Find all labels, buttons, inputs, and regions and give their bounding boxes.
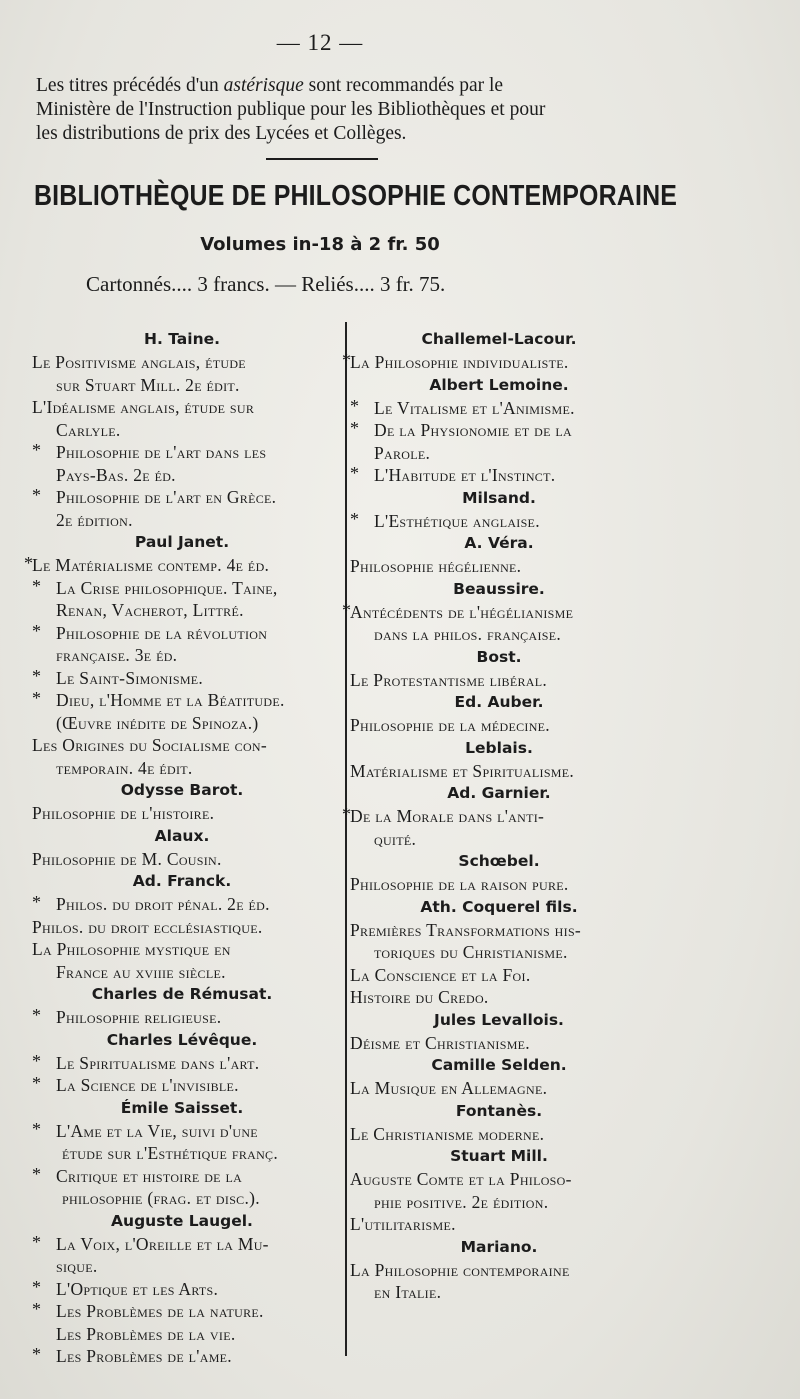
asterisk-mark: * <box>32 620 42 641</box>
intro-line <box>36 74 632 98</box>
book-title-text: La Conscience et la Foi. <box>350 964 531 985</box>
asterisk-mark: * <box>32 1118 42 1139</box>
book-title-text: Le Saint-Simonisme. <box>56 667 204 688</box>
intro-text: sont recommandés par le <box>303 75 504 96</box>
book-title-line <box>350 397 648 420</box>
book-title-text: Les Problèmes de la nature. <box>56 1301 264 1321</box>
author-heading: Milsand. <box>462 488 536 507</box>
author-heading: Auguste Laugel. <box>111 1211 253 1230</box>
book-title-text: Le Spiritualisme dans l'art. <box>56 1052 260 1073</box>
book-title-text: étude sur l'Esthétique franç. <box>62 1143 279 1163</box>
asterisk-mark: * <box>32 1050 42 1071</box>
book-title-text: Philos. du droit ecclésiastique. <box>32 916 263 937</box>
book-title-line <box>32 464 332 487</box>
book-title-text: Critique et histoire de la <box>56 1165 243 1186</box>
book-title-line <box>32 1255 332 1278</box>
book-title-line <box>32 486 332 509</box>
author-heading: Stuart Mill. <box>450 1147 548 1165</box>
book-title-line <box>342 804 648 828</box>
book-title-line <box>350 1168 648 1191</box>
book-title-text: Philosophie de la médecine. <box>350 715 550 735</box>
book-title-line <box>32 1323 332 1346</box>
asterisk-mark: * <box>342 599 352 620</box>
asterisk-mark: * <box>32 892 42 912</box>
book-title-line <box>350 1259 648 1282</box>
book-title-text: Philosophie de l'histoire. <box>32 803 215 823</box>
book-title-text: Philosophie de la révolution <box>56 622 268 643</box>
book-title-text: Déisme et Christianisme. <box>350 1032 530 1053</box>
book-title-line <box>350 1123 648 1146</box>
book-title-text: La Science de l'invisible. <box>56 1075 239 1095</box>
author-heading: Schœbel. <box>458 852 540 870</box>
book-title-text: Parole. <box>374 442 431 463</box>
book-title-text: La Philosophie individualiste. <box>350 352 569 372</box>
book-title-line <box>350 555 648 578</box>
book-title-text: La Philosophie contemporaine <box>350 1259 570 1280</box>
divider <box>266 158 378 160</box>
book-title-text: Premières Transformations his- <box>350 919 582 940</box>
book-title-line <box>32 1300 332 1323</box>
price-line: Cartonnés.... 3 francs. — Reliés.... 3 fr. 75. <box>86 272 446 296</box>
book-title-text: sur Stuart Mill. 2e édit. <box>56 374 240 395</box>
asterisk-mark: * <box>32 665 42 686</box>
author-heading: Ed. Auber. <box>454 693 544 711</box>
book-title-line <box>350 442 648 465</box>
book-title-text: Philosophie de l'art dans les <box>56 442 267 462</box>
book-title-line <box>350 510 648 533</box>
author-heading: Odysse Barot. <box>120 781 244 799</box>
asterisk-mark: * <box>32 1231 42 1252</box>
book-title-text: La Voix, l'Oreille et la Mu- <box>56 1233 269 1254</box>
book-title-line <box>32 1142 332 1165</box>
intro-text: Ministère de l'Instruction publique pour les Bibliothèques et pour <box>36 99 546 120</box>
book-title-line <box>32 802 332 825</box>
book-title-line <box>32 757 332 780</box>
book-title-text: Renan, Vacherot, Littré. <box>56 600 244 620</box>
book-title-text: France au xviiie siècle. <box>56 961 226 982</box>
intro-emphasis: astérisque <box>223 75 304 96</box>
book-title-line <box>32 1006 332 1029</box>
book-title-line <box>350 941 648 964</box>
book-title-text: L'Ame et la Vie, suivi d'une <box>56 1120 258 1141</box>
book-title-line <box>32 1074 332 1097</box>
book-title-line <box>32 916 332 939</box>
asterisk-mark: * <box>350 508 360 529</box>
author-heading: Émile Saisset. <box>120 1098 244 1117</box>
book-title-line <box>32 1345 332 1368</box>
book-title-text: L'utilitarisme. <box>350 1214 456 1234</box>
book-title-line <box>350 1281 648 1304</box>
book-title-text: L'Idéalisme anglais, étude sur <box>32 397 255 417</box>
book-title-line <box>350 760 648 783</box>
page-title: BIBLIOTHÈQUE DE PHILOSOPHIE CONTEMPORAINE <box>34 180 678 212</box>
book-title-text: dans la philos. française. <box>374 624 562 644</box>
book-title-line <box>32 893 332 916</box>
book-title-text: Les Problèmes de l'ame. <box>56 1346 232 1366</box>
asterisk-mark: * <box>32 688 42 708</box>
book-title-line <box>32 1187 332 1210</box>
book-title-line <box>350 669 648 692</box>
book-title-text: Les Origines du Socialisme con- <box>32 735 268 755</box>
book-title-text: La Musique en Allemagne. <box>350 1078 548 1098</box>
book-title-line <box>350 1077 648 1100</box>
author-heading: Jules Levallois. <box>434 1010 564 1029</box>
book-title-text: phie positive. 2e édition. <box>374 1191 549 1212</box>
book-title-line <box>350 873 648 896</box>
book-title-text: Matérialisme et Spiritualisme. <box>350 760 575 781</box>
book-title-line <box>32 848 332 871</box>
author-heading: Mariano. <box>460 1237 538 1256</box>
book-title-line <box>350 1191 648 1214</box>
book-title-line <box>32 689 332 712</box>
book-title-line <box>32 374 332 397</box>
intro-text: les distributions de prix des Lycées et Collèges. <box>36 123 407 144</box>
book-title-text: 2e édition. <box>56 509 133 530</box>
book-title-text: La Crise philosophique. Taine, <box>56 577 278 598</box>
author-heading: Ad. Franck. <box>132 872 232 890</box>
book-title-line <box>342 350 648 374</box>
book-title-line <box>32 938 332 961</box>
book-title-text: Le Protestantisme libéral. <box>350 669 548 690</box>
asterisk-mark: * <box>32 1344 42 1364</box>
book-title-line <box>32 577 332 600</box>
book-title-line <box>350 464 648 487</box>
asterisk-mark: * <box>342 350 352 370</box>
book-title-line <box>32 509 332 532</box>
book-title-line <box>24 553 332 577</box>
left-column <box>24 328 332 1368</box>
book-title-line <box>32 734 332 757</box>
book-title-line <box>32 441 332 464</box>
book-title-text: Philos. du droit pénal. 2e éd. <box>56 894 270 914</box>
asterisk-mark: * <box>350 463 360 483</box>
book-title-line <box>32 961 332 984</box>
intro-line <box>36 122 632 146</box>
column-divider <box>345 322 347 1356</box>
author-heading: Alaux. <box>154 826 210 845</box>
author-heading: Paul Janet. <box>134 533 230 551</box>
book-title-line <box>32 1165 332 1188</box>
author-heading: Beaussire. <box>453 579 545 598</box>
book-title-line <box>32 1278 332 1301</box>
author-heading: Charles de Rémusat. <box>91 985 273 1003</box>
book-title-text: Histoire du Credo. <box>350 987 489 1007</box>
book-title-line <box>32 667 332 690</box>
book-title-text: L'Optique et les Arts. <box>56 1278 219 1299</box>
author-heading: Fontanès. <box>455 1101 543 1120</box>
book-title-text: Philosophie hégélienne. <box>350 556 522 576</box>
book-title-text: De la Morale dans l'anti- <box>350 806 545 826</box>
book-title-text: française. 3e éd. <box>56 645 178 665</box>
author-heading: A. Véra. <box>464 534 534 552</box>
book-title-text: La Philosophie mystique en <box>32 939 231 959</box>
book-title-text: Philosophie religieuse. <box>56 1007 222 1027</box>
asterisk-mark: * <box>32 1073 42 1093</box>
book-title-text: Pays-Bas. 2e éd. <box>56 464 176 485</box>
asterisk-mark: * <box>32 575 42 596</box>
book-title-line <box>350 1032 648 1055</box>
book-title-text: Le Christianisme moderne. <box>350 1123 545 1144</box>
book-title-line <box>32 396 332 419</box>
author-heading: Camille Selden. <box>431 1056 567 1074</box>
author-heading: Ath. Coquerel fils. <box>420 897 578 916</box>
book-title-line <box>350 714 648 737</box>
asterisk-mark: * <box>32 1276 42 1297</box>
book-title-text: Philosophie de l'art en Grèce. <box>56 487 277 507</box>
book-title-text: Le Matérialisme contemp. 4e éd. <box>32 555 270 575</box>
book-title-line <box>350 986 648 1009</box>
asterisk-mark: * <box>350 418 360 438</box>
book-title-text: Antécédents de l'hégélianisme <box>350 601 574 622</box>
book-title-text: philosophie (frag. et disc.). <box>62 1188 260 1208</box>
book-title-text: L'Esthétique anglaise. <box>374 510 540 531</box>
asterisk-mark: * <box>32 440 42 460</box>
book-title-text: Le Vitalisme et l'Animisme. <box>374 397 575 418</box>
book-title-line <box>32 1052 332 1075</box>
book-title-line <box>342 599 648 624</box>
book-title-text: Philosophie de la raison pure. <box>350 874 569 894</box>
book-title-text: Auguste Comte et la Philoso- <box>350 1169 572 1189</box>
format-subtitle: Volumes in-18 à 2 fr. 50 <box>200 234 440 255</box>
intro-text: Les titres précédés d'un <box>36 75 224 96</box>
asterisk-mark: * <box>342 804 352 824</box>
book-title-line <box>32 622 332 645</box>
book-title-line <box>32 419 332 442</box>
book-title-line <box>32 644 332 667</box>
book-title-line <box>32 351 332 374</box>
asterisk-mark: * <box>350 395 360 416</box>
asterisk-mark: * <box>24 553 34 573</box>
book-title-line <box>350 1213 648 1236</box>
asterisk-mark: * <box>32 1005 42 1025</box>
book-title-line <box>350 828 648 851</box>
author-heading: Challemel-Lacour. <box>421 330 577 348</box>
asterisk-mark: * <box>32 1163 42 1184</box>
book-title-line <box>350 623 648 646</box>
book-title-line <box>32 599 332 622</box>
author-heading: H. Taine. <box>143 330 221 348</box>
book-title-text: toriques du Christianisme. <box>374 942 568 962</box>
author-heading: Albert Lemoine. <box>429 375 569 394</box>
book-title-text: quité. <box>374 828 417 849</box>
book-title-line <box>32 1233 332 1256</box>
author-heading: Bost. <box>476 647 522 666</box>
right-column <box>342 328 648 1304</box>
book-title-text: en Italie. <box>374 1282 442 1302</box>
book-title-line <box>32 712 332 735</box>
asterisk-mark: * <box>32 485 42 505</box>
book-title-line <box>350 419 648 442</box>
book-title-text: Dieu, l'Homme et la Béatitude. <box>56 690 285 710</box>
book-title-text: Philosophie de M. Cousin. <box>32 848 222 869</box>
book-title-text: temporain. 4e édit. <box>56 757 193 778</box>
book-title-text: sique. <box>56 1256 98 1276</box>
intro-line <box>36 98 632 122</box>
book-title-text: Carlyle. <box>56 419 121 440</box>
book-title-line <box>350 919 648 942</box>
author-heading: Leblais. <box>465 738 533 757</box>
author-heading: Charles Lévêque. <box>106 1030 258 1049</box>
book-title-text: Le Positivisme anglais, étude <box>32 352 246 372</box>
book-title-text: De la Physionomie et de la <box>374 420 573 440</box>
book-title-text: L'Habitude et l'Instinct. <box>374 465 556 485</box>
book-title-text: (Œuvre inédite de Spinoza.) <box>56 712 259 733</box>
book-title-line <box>32 1120 332 1143</box>
intro-paragraph <box>36 74 632 146</box>
asterisk-mark: * <box>32 1299 42 1319</box>
book-title-text: Les Problèmes de la vie. <box>56 1323 236 1344</box>
book-title-line <box>350 964 648 987</box>
page-number: — 12 — <box>276 30 364 55</box>
author-heading: Ad. Garnier. <box>447 784 551 802</box>
